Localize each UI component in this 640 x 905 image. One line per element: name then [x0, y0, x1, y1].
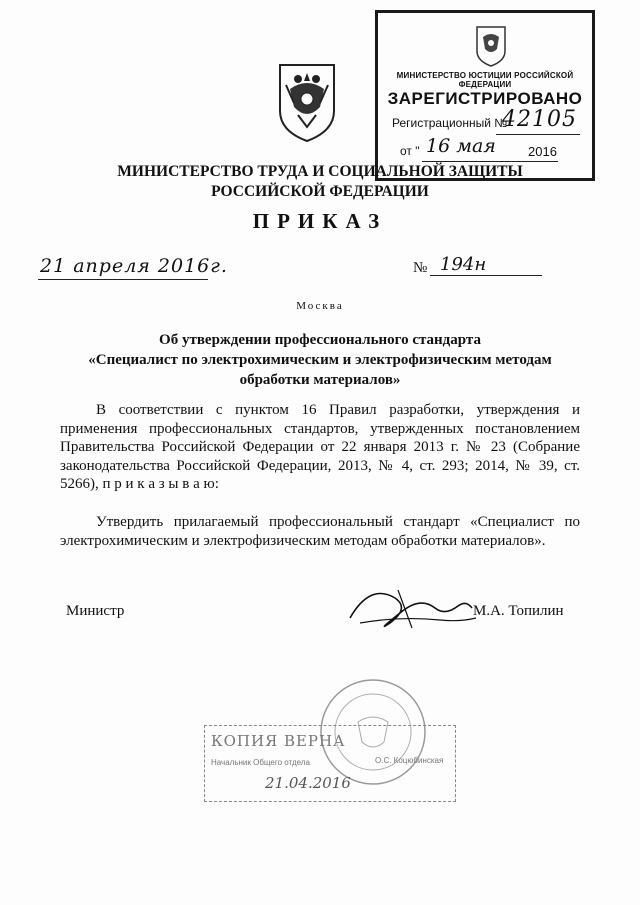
copy-stamp-date: 21.04.2016 — [265, 774, 351, 792]
registration-number-label: Регистрационный № — [392, 116, 508, 130]
order-number: 194н — [440, 254, 487, 275]
title-line-2: «Специалист по электрохимическим и электрофизическим методам — [88, 352, 552, 368]
registration-number-underline — [496, 134, 580, 135]
signatory-name: М.А. Топилин — [473, 603, 564, 619]
title-line-3: обработки материалов» — [239, 372, 401, 388]
order-date: 21 апреля 2016г. — [40, 255, 228, 277]
order-number-sign: № — [413, 260, 428, 276]
city: Москва — [296, 300, 344, 312]
order-title — [60, 330, 580, 390]
copy-stamp-name: О.С. Коцюбинская — [375, 756, 444, 765]
coat-of-arms-icon — [473, 23, 509, 67]
copy-stamp-role: Начальник Общего отдела — [211, 758, 310, 767]
document-type: ПРИКАЗ — [252, 209, 388, 233]
body-paragraph-2: Утвердить прилагаемый профессиональный стандарт «Специалист по электрохимическим и электрофизическим методам обработки материалов». — [60, 514, 580, 549]
ministry-line-1: МИНИСТЕРСТВО ТРУДА И СОЦИАЛЬНОЙ ЗАЩИТЫ — [117, 163, 523, 180]
handwritten-signature — [340, 578, 480, 638]
ministry-name — [60, 162, 580, 202]
registration-date: 16 мая — [426, 135, 496, 157]
ministry-line-2: РОССИЙСКОЙ ФЕДЕРАЦИИ — [211, 183, 429, 200]
registration-stamp — [375, 10, 595, 181]
body-paragraph-1: В соответствии с пунктом 16 Правил разработки, утверждения и применения профессиональных стандартов, утвержденных постановлением Правительства Российской Федерации от 22 января 2013 г. № 23 (Собрание законодательства Российской Федерации, 2013, № 4, ст. 293; 2014, № 39, ст. 5266), п р и к а з ы в а ю: — [60, 402, 580, 492]
registration-date-prefix: от " — [400, 144, 420, 158]
registration-title: ЗАРЕГИСТРИРОВАНО — [387, 89, 583, 108]
signatory-position: Министр — [66, 603, 125, 619]
order-date-underline — [38, 279, 208, 280]
registration-number: 42105 — [502, 107, 577, 132]
order-number-underline — [430, 275, 542, 276]
coat-of-arms-icon — [272, 55, 342, 143]
registration-ministry: МИНИСТЕРСТВО ЮСТИЦИИ РОССИЙСКОЙ ФЕДЕРАЦИИ — [396, 71, 574, 89]
title-line-1: Об утверждении профессионального стандарта — [159, 332, 481, 348]
copy-stamp-title: КОПИЯ ВЕРНА — [211, 732, 346, 750]
copy-certification-stamp — [204, 725, 456, 802]
registration-year: 2016 — [528, 144, 557, 159]
